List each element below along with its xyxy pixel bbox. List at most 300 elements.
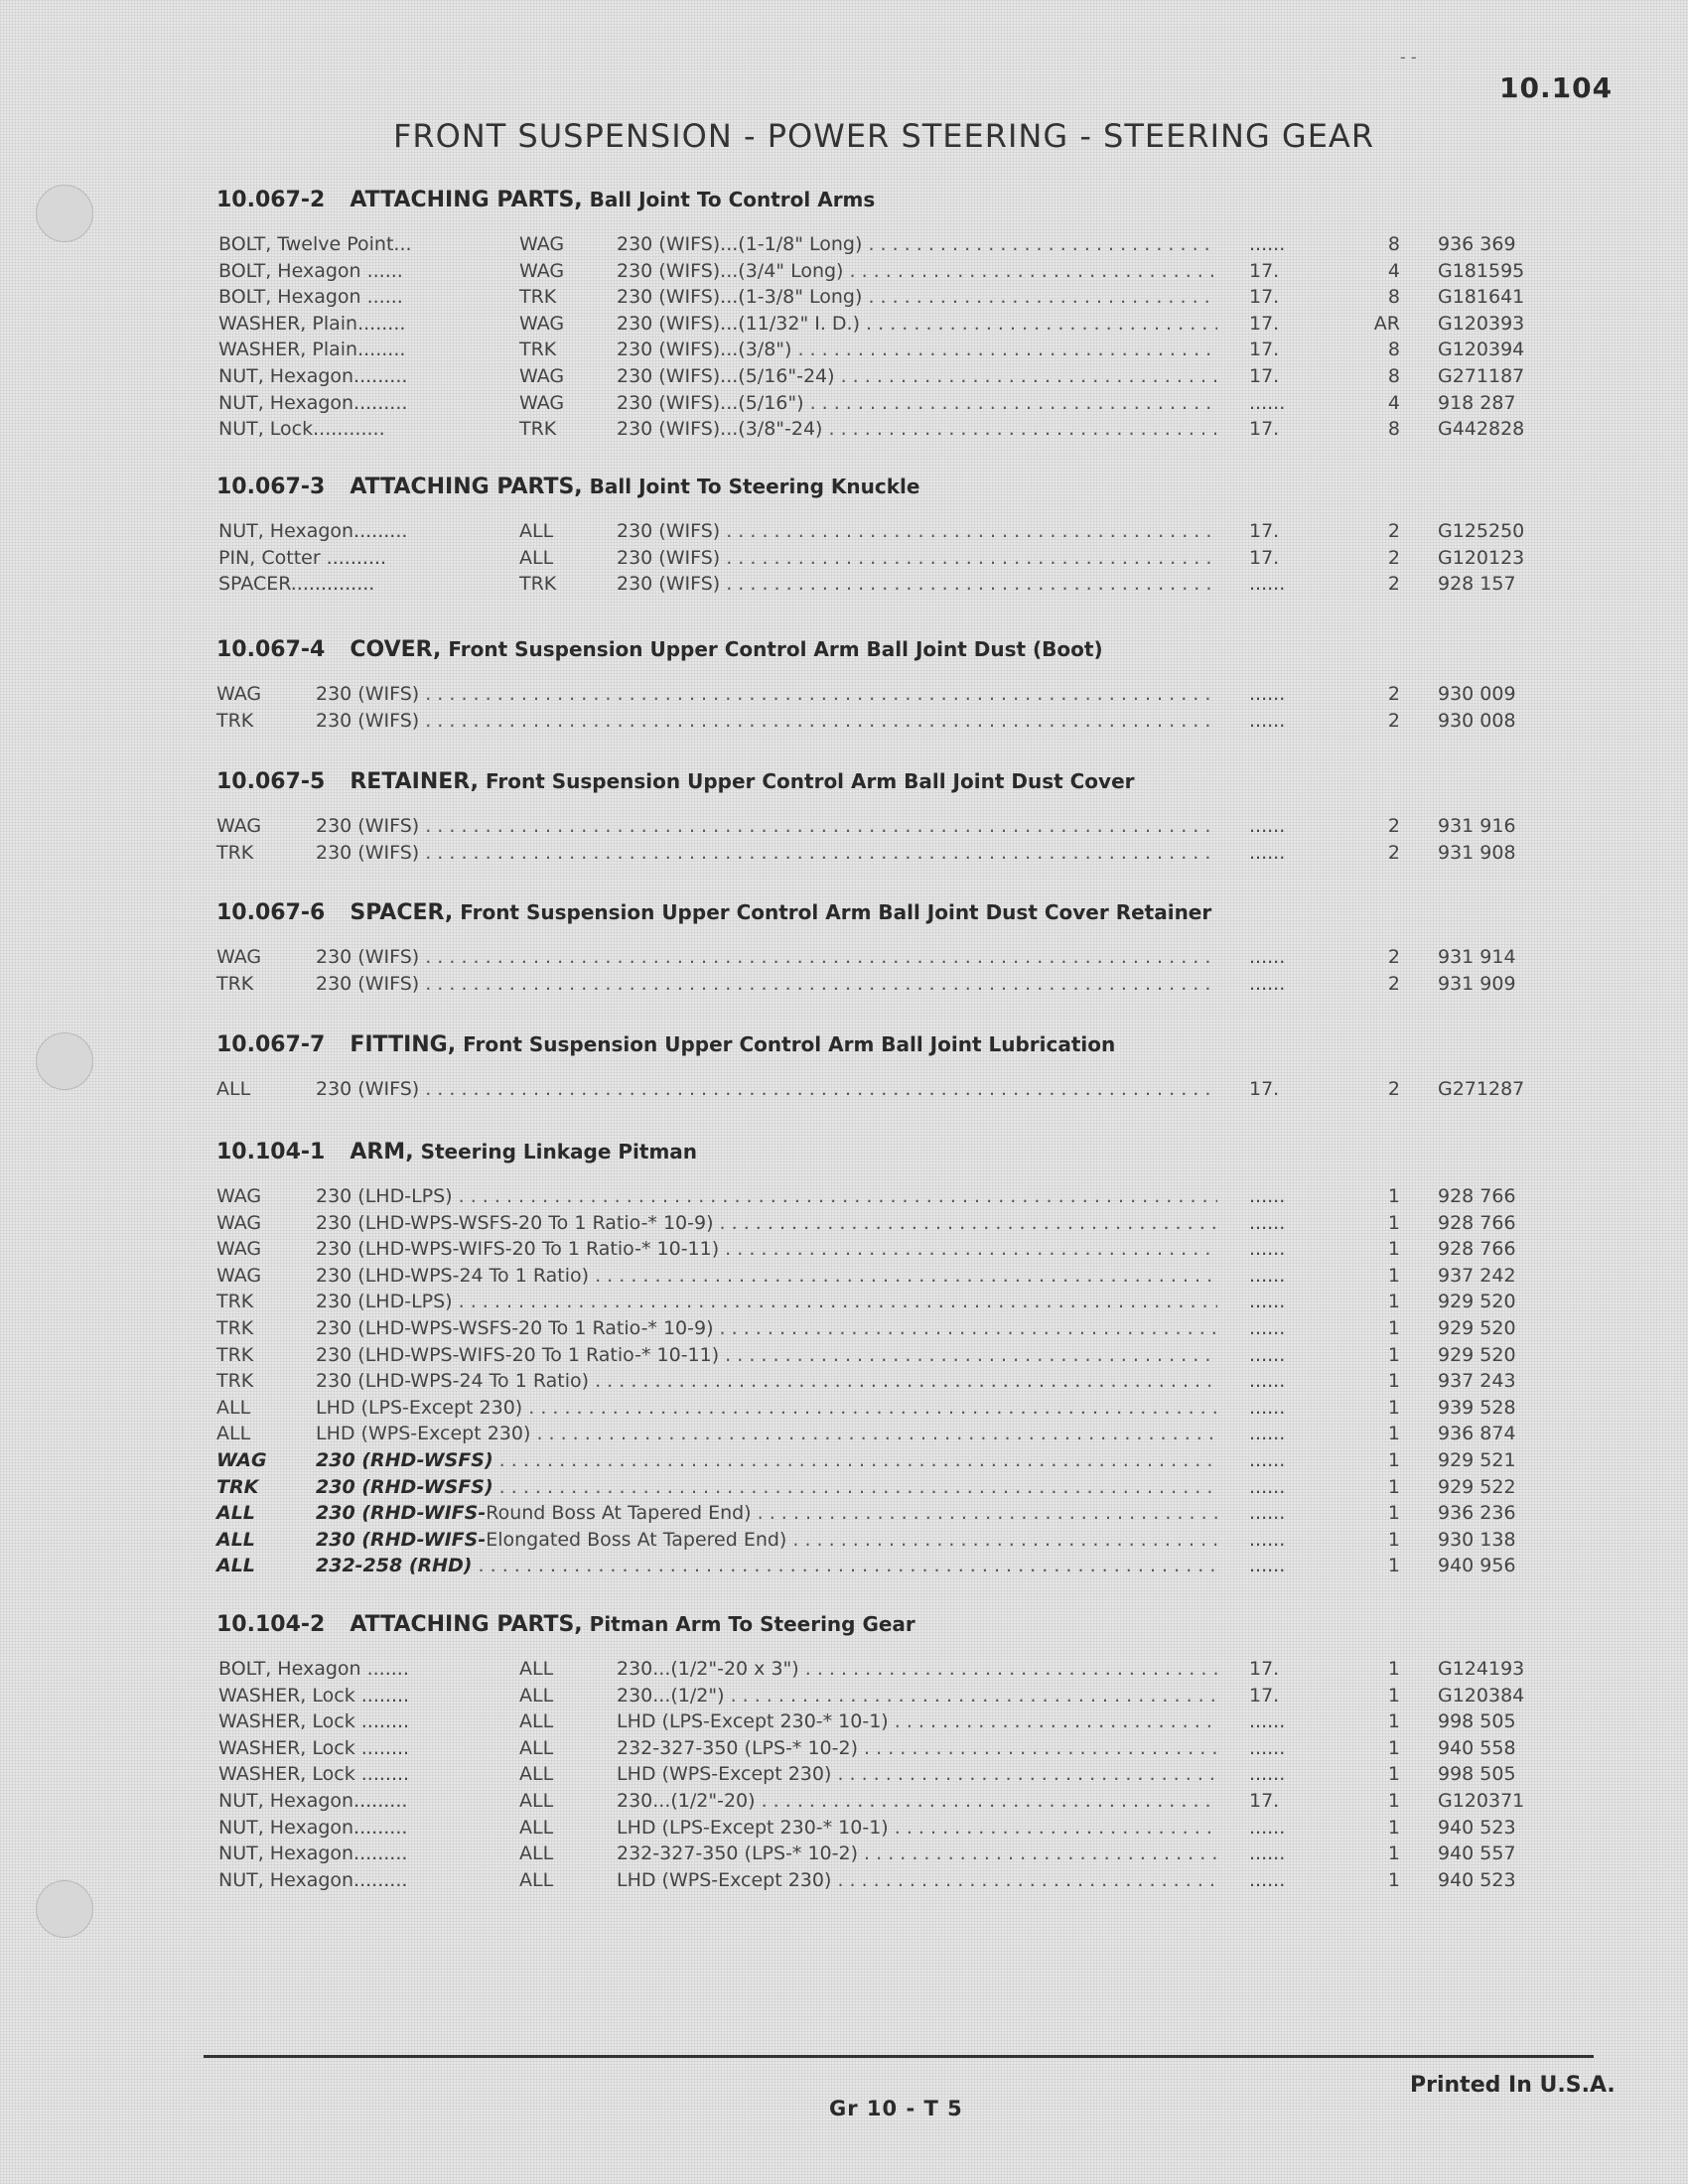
part-row (0, 813, 1688, 840)
quantity: 2 (1387, 972, 1400, 995)
section-name: RETAINER, (350, 769, 479, 794)
quantity: 1 (1387, 1449, 1400, 1471)
part-description: LHD (LPS-Except 230-* 10-1) . . . (617, 1815, 1217, 1842)
section-code: 10.067-5 (216, 769, 326, 794)
part-row (0, 1289, 1688, 1315)
part-number: 930 138 (1438, 1528, 1516, 1551)
part-description: 230 (WIFS)...(1-3/8" Long) . . . (617, 284, 1217, 311)
part-row (0, 708, 1688, 735)
part-row (0, 1474, 1688, 1501)
part-description: 230 (WIFS) . . . (316, 681, 1217, 708)
part-description: 230 (WIFS)...(11/32" I. D.) . . . (617, 311, 1217, 338)
quantity: 1 (1387, 1790, 1400, 1812)
quantity: 1 (1387, 1475, 1400, 1498)
reference: ...... (1249, 391, 1286, 414)
model-code: TRK (216, 1475, 259, 1498)
part-number: G120394 (1438, 339, 1525, 361)
description-rest: Elongated Boss At Tapered End) (486, 1528, 787, 1551)
section-code: 10.104-1 (216, 1140, 326, 1164)
part-description: 230 (WIFS)...(3/4" Long) . . . (617, 258, 1217, 285)
part-number: 931 914 (1438, 946, 1516, 968)
footer-divider (204, 2055, 1594, 2058)
section-name: ATTACHING PARTS, (350, 475, 583, 499)
quantity: 2 (1387, 1078, 1400, 1100)
part-name: BOLT, Twelve Point... (218, 233, 412, 255)
part-description: 230 (WIFS) . . . (617, 545, 1217, 572)
quantity: 1 (1387, 1555, 1400, 1577)
part-row (0, 1076, 1688, 1103)
model-code: ALL (519, 1790, 554, 1812)
part-description: LHD (WPS-Except 230) . . . (617, 1761, 1217, 1788)
reference: ...... (1249, 972, 1286, 995)
quantity: 2 (1387, 709, 1400, 732)
part-description: LHD (LPS-Except 230-* 10-1) . . . (617, 1708, 1217, 1735)
part-number: 940 956 (1438, 1555, 1516, 1577)
part-number: G442828 (1438, 418, 1525, 441)
part-row (0, 1788, 1688, 1815)
part-number: 929 520 (1438, 1291, 1516, 1313)
section-heading (216, 1136, 697, 1167)
model-code: ALL (519, 1816, 554, 1839)
part-number: G181641 (1438, 286, 1525, 309)
quantity: AR (1373, 312, 1400, 335)
part-description: 230 (WIFS)...(1-1/8" Long) . . . (617, 231, 1217, 258)
part-row (0, 518, 1688, 545)
quantity: 1 (1387, 1528, 1400, 1551)
model-code: WAG (216, 1238, 262, 1261)
part-number: G120123 (1438, 546, 1525, 569)
part-name: NUT, Hexagon......... (218, 1868, 408, 1891)
model-code: TRK (519, 339, 557, 361)
part-row (0, 1553, 1688, 1579)
part-row (0, 1527, 1688, 1554)
model-code: WAG (216, 815, 262, 837)
reference: ...... (1249, 709, 1286, 732)
section-name: ATTACHING PARTS, (350, 1612, 583, 1637)
reference: 17. (1249, 520, 1280, 542)
part-name: NUT, Hexagon......... (218, 391, 408, 414)
part-row (0, 311, 1688, 338)
description-rest: Round Boss At Tapered End) (486, 1502, 752, 1525)
section-desc: Front Suspension Upper Control Arm Ball Joint Lubrication (463, 1032, 1116, 1056)
part-row (0, 571, 1688, 598)
quantity: 2 (1387, 573, 1400, 596)
section-heading (216, 1608, 915, 1640)
part-row (0, 1447, 1688, 1474)
part-row (0, 1236, 1688, 1263)
reference: ...... (1249, 1423, 1286, 1445)
part-number: 939 528 (1438, 1396, 1516, 1419)
part-number: 931 916 (1438, 815, 1516, 837)
model-code: WAG (519, 312, 565, 335)
section-name: ARM, (350, 1140, 414, 1164)
model-code: WAG (519, 391, 565, 414)
part-number: G271187 (1438, 365, 1525, 387)
part-description: 232-327-350 (LPS-* 10-2) . . . (617, 1841, 1217, 1867)
quantity: 1 (1387, 1343, 1400, 1366)
quantity: 8 (1387, 286, 1400, 309)
part-name: WASHER, Plain........ (218, 339, 406, 361)
section-desc: Pitman Arm To Steering Gear (589, 1612, 915, 1636)
part-description (316, 1474, 1217, 1501)
model-code: WAG (216, 1449, 267, 1471)
part-number: 929 521 (1438, 1449, 1516, 1471)
part-description: 230 (LHD-WPS-WSFS-20 To 1 Ratio-* 10-9) . . . (316, 1210, 1217, 1237)
quantity: 2 (1387, 546, 1400, 569)
reference: ...... (1249, 233, 1286, 255)
rhd-emphasis: 230 (RHD-WSFS) (316, 1475, 493, 1498)
part-description: 230 (WIFS) . . . (316, 840, 1217, 867)
part-number: 931 909 (1438, 972, 1516, 995)
part-number: 936 369 (1438, 233, 1516, 255)
part-name: NUT, Hexagon......... (218, 1816, 408, 1839)
section-code: 10.067-6 (216, 900, 326, 925)
reference: ...... (1249, 946, 1286, 968)
part-name: PIN, Cotter .......... (218, 546, 387, 569)
model-code: TRK (519, 573, 557, 596)
part-number: 928 766 (1438, 1238, 1516, 1261)
rhd-emphasis: 232-258 (RHD) (316, 1555, 473, 1577)
part-row (0, 840, 1688, 867)
part-row (0, 258, 1688, 285)
part-description: 230...(1/2") . . . (617, 1683, 1217, 1709)
part-row (0, 1735, 1688, 1762)
part-description (316, 1527, 1217, 1554)
page-title: FRONT SUSPENSION - POWER STEERING - STEERING GEAR (392, 117, 1375, 155)
part-row (0, 1815, 1688, 1842)
part-name: NUT, Hexagon......... (218, 1843, 408, 1865)
model-code: ALL (216, 1423, 251, 1445)
part-row (0, 545, 1688, 572)
section-code: 10.067-2 (216, 188, 326, 212)
quantity: 2 (1387, 683, 1400, 705)
part-row (0, 1421, 1688, 1447)
part-row (0, 284, 1688, 311)
reference: ...... (1249, 1816, 1286, 1839)
part-row (0, 1368, 1688, 1395)
part-description: 230 (WIFS)...(5/16"-24) . . . (617, 363, 1217, 390)
model-code: TRK (216, 1343, 254, 1366)
quantity: 1 (1387, 1264, 1400, 1287)
part-description: LHD (LPS-Except 230) . . . (316, 1395, 1217, 1422)
part-description: 230 (WIFS)...(3/8") . . . (617, 337, 1217, 363)
part-row (0, 1395, 1688, 1422)
model-code: ALL (216, 1555, 255, 1577)
quantity: 8 (1387, 233, 1400, 255)
part-number: G125250 (1438, 520, 1525, 542)
model-code: ALL (216, 1396, 251, 1419)
section-desc: Ball Joint To Steering Knuckle (589, 475, 920, 498)
part-description: 230 (LHD-WPS-24 To 1 Ratio) . . . (316, 1368, 1217, 1395)
part-row (0, 681, 1688, 708)
part-number: 929 520 (1438, 1343, 1516, 1366)
reference: ...... (1249, 683, 1286, 705)
section-code: 10.067-3 (216, 475, 326, 499)
section-desc: Front Suspension Upper Control Arm Ball Joint Dust (Boot) (448, 637, 1103, 661)
reference: 17. (1249, 286, 1280, 309)
reference: 17. (1249, 1078, 1280, 1100)
part-name: SPACER.............. (218, 573, 375, 596)
section-code: 10.104-2 (216, 1612, 326, 1637)
part-row (0, 971, 1688, 998)
part-name: WASHER, Lock ........ (218, 1763, 410, 1786)
model-code: WAG (519, 259, 565, 282)
part-number: 940 558 (1438, 1736, 1516, 1759)
part-number: 936 874 (1438, 1423, 1516, 1445)
part-description: 230 (WIFS) . . . (316, 708, 1217, 735)
section-desc: Steering Linkage Pitman (420, 1140, 698, 1163)
model-code: TRK (216, 1317, 254, 1339)
part-row (0, 1315, 1688, 1342)
model-code: ALL (216, 1502, 255, 1525)
part-row (0, 416, 1688, 443)
part-number: 930 008 (1438, 709, 1516, 732)
quantity: 1 (1387, 1816, 1400, 1839)
part-name: NUT, Hexagon......... (218, 520, 408, 542)
reference: ...... (1249, 1736, 1286, 1759)
part-row (0, 1656, 1688, 1683)
reference: 17. (1249, 546, 1280, 569)
reference: ...... (1249, 1475, 1286, 1498)
model-code: TRK (519, 418, 557, 441)
part-name: NUT, Hexagon......... (218, 1790, 408, 1812)
part-description: 230 (WIFS)...(3/8"-24) . . . (617, 416, 1217, 443)
part-name: WASHER, Plain........ (218, 312, 406, 335)
quantity: 1 (1387, 1843, 1400, 1865)
part-number: G124193 (1438, 1658, 1525, 1680)
part-row (0, 1210, 1688, 1237)
part-number: 929 520 (1438, 1317, 1516, 1339)
part-number: 928 766 (1438, 1211, 1516, 1234)
quantity: 8 (1387, 418, 1400, 441)
part-description: 232-327-350 (LPS-* 10-2) . . . (617, 1735, 1217, 1762)
reference: 17. (1249, 365, 1280, 387)
model-code: WAG (216, 1185, 262, 1207)
model-code: ALL (519, 1736, 554, 1759)
quantity: 4 (1387, 391, 1400, 414)
model-code: WAG (216, 683, 262, 705)
section-name: FITTING, (350, 1032, 457, 1057)
part-number: G271287 (1438, 1078, 1525, 1100)
part-number: 936 236 (1438, 1502, 1516, 1525)
quantity: 1 (1387, 1238, 1400, 1261)
reference: 17. (1249, 1790, 1280, 1812)
reference: ...... (1249, 1449, 1286, 1471)
section-heading (216, 184, 875, 215)
part-number: G120371 (1438, 1790, 1525, 1812)
reference: ...... (1249, 1555, 1286, 1577)
part-name: BOLT, Hexagon ...... (218, 286, 403, 309)
reference: ...... (1249, 1185, 1286, 1207)
reference: 17. (1249, 312, 1280, 335)
part-number: G181595 (1438, 259, 1525, 282)
page-number: 10.104 (1499, 71, 1614, 104)
quantity: 1 (1387, 1370, 1400, 1393)
reference: 17. (1249, 1658, 1280, 1680)
part-description: 230 (WIFS) . . . (316, 813, 1217, 840)
quantity: 1 (1387, 1658, 1400, 1680)
part-row (0, 363, 1688, 390)
quantity: 8 (1387, 365, 1400, 387)
part-row (0, 337, 1688, 363)
model-code: TRK (216, 841, 254, 864)
section-desc: Front Suspension Upper Control Arm Ball Joint Dust Cover (485, 769, 1135, 793)
quantity: 2 (1387, 946, 1400, 968)
section-heading (216, 633, 1103, 665)
reference: ...... (1249, 573, 1286, 596)
quantity: 1 (1387, 1185, 1400, 1207)
part-description: 230 (LHD-WPS-WIFS-20 To 1 Ratio-* 10-11) . . . (316, 1342, 1217, 1369)
quantity: 4 (1387, 259, 1400, 282)
reference: ...... (1249, 1291, 1286, 1313)
model-code: TRK (216, 1291, 254, 1313)
reference: ...... (1249, 1502, 1286, 1525)
model-code: ALL (519, 1710, 554, 1733)
part-row (0, 1183, 1688, 1210)
reference: 17. (1249, 339, 1280, 361)
model-code: WAG (519, 233, 565, 255)
quantity: 1 (1387, 1423, 1400, 1445)
quantity: 1 (1387, 1396, 1400, 1419)
section-heading (216, 1028, 1115, 1060)
part-description: 230 (WIFS) . . . (316, 1076, 1217, 1103)
part-description: 230 (WIFS)...(5/16") . . . (617, 390, 1217, 417)
corner-mark: - - (1400, 48, 1417, 67)
part-description: 230 (WIFS) . . . (617, 571, 1217, 598)
quantity: 1 (1387, 1211, 1400, 1234)
part-row (0, 1342, 1688, 1369)
quantity: 1 (1387, 1868, 1400, 1891)
reference: ...... (1249, 1710, 1286, 1733)
section-code: 10.067-4 (216, 637, 326, 662)
model-code: ALL (519, 1843, 554, 1865)
part-name: WASHER, Lock ........ (218, 1710, 410, 1733)
rhd-emphasis: 230 (RHD-WIFS- (316, 1528, 487, 1551)
part-name: BOLT, Hexagon ....... (218, 1658, 409, 1680)
part-number: 998 505 (1438, 1710, 1516, 1733)
section-name: COVER, (350, 637, 442, 662)
model-code: TRK (519, 286, 557, 309)
part-description: 230 (LHD-LPS) . . . (316, 1289, 1217, 1315)
part-description: 230...(1/2"-20) . . . (617, 1788, 1217, 1815)
part-number: 929 522 (1438, 1475, 1516, 1498)
part-name: WASHER, Lock ........ (218, 1736, 410, 1759)
part-row (0, 1683, 1688, 1709)
part-number: 931 908 (1438, 841, 1516, 864)
rhd-emphasis: 230 (RHD-WSFS) (316, 1449, 493, 1471)
model-code: TRK (216, 1370, 254, 1393)
model-code: ALL (519, 1684, 554, 1706)
part-description: 230 (LHD-WPS-WIFS-20 To 1 Ratio-* 10-11) . . . (316, 1236, 1217, 1263)
model-code: ALL (216, 1078, 251, 1100)
quantity: 1 (1387, 1736, 1400, 1759)
printed-note: Printed In U.S.A. (1410, 2073, 1616, 2098)
section-name: SPACER, (350, 900, 454, 925)
reference: ...... (1249, 1238, 1286, 1261)
part-number: 928 157 (1438, 573, 1516, 596)
model-code: WAG (519, 365, 565, 387)
quantity: 1 (1387, 1502, 1400, 1525)
part-description (316, 1447, 1217, 1474)
part-row (0, 231, 1688, 258)
model-code: WAG (216, 946, 262, 968)
part-description: 230...(1/2"-20 x 3") . . . (617, 1656, 1217, 1683)
part-name: NUT, Hexagon......... (218, 365, 408, 387)
section-heading (216, 471, 919, 502)
part-description: 230 (LHD-WPS-24 To 1 Ratio) . . . (316, 1263, 1217, 1290)
part-description: 230 (LHD-LPS) . . . (316, 1183, 1217, 1210)
model-code: TRK (216, 709, 254, 732)
part-description: 230 (WIFS) . . . (316, 944, 1217, 971)
quantity: 1 (1387, 1710, 1400, 1733)
part-number: 918 287 (1438, 391, 1516, 414)
part-description (316, 1553, 1217, 1579)
model-code: WAG (216, 1211, 262, 1234)
part-number: 928 766 (1438, 1185, 1516, 1207)
reference: ...... (1249, 1343, 1286, 1366)
part-name: WASHER, Lock ........ (218, 1684, 410, 1706)
part-description: LHD (WPS-Except 230) . . . (316, 1421, 1217, 1447)
quantity: 1 (1387, 1291, 1400, 1313)
reference: ...... (1249, 815, 1286, 837)
part-number: G120393 (1438, 312, 1525, 335)
section-name: ATTACHING PARTS, (350, 188, 583, 212)
reference: ...... (1249, 1264, 1286, 1287)
reference: 17. (1249, 418, 1280, 441)
reference: 17. (1249, 1684, 1280, 1706)
quantity: 2 (1387, 815, 1400, 837)
part-description: LHD (WPS-Except 230) . . . (617, 1867, 1217, 1894)
reference: ...... (1249, 1317, 1286, 1339)
model-code: TRK (216, 972, 254, 995)
section-code: 10.067-7 (216, 1032, 326, 1057)
quantity: 1 (1387, 1763, 1400, 1786)
model-code: ALL (519, 546, 554, 569)
rhd-emphasis: 230 (RHD-WIFS- (316, 1502, 487, 1525)
group-code: Gr 10 - T 5 (829, 2097, 963, 2120)
reference: ...... (1249, 1868, 1286, 1891)
section-desc: Front Suspension Upper Control Arm Ball Joint Dust Cover Retainer (460, 900, 1212, 924)
reference: ...... (1249, 1211, 1286, 1234)
quantity: 2 (1387, 520, 1400, 542)
reference: ...... (1249, 1396, 1286, 1419)
section-desc: Ball Joint To Control Arms (589, 188, 876, 211)
part-number: 940 557 (1438, 1843, 1516, 1865)
section-heading (216, 896, 1211, 928)
part-number: 940 523 (1438, 1868, 1516, 1891)
model-code: ALL (216, 1528, 255, 1551)
part-name: BOLT, Hexagon ...... (218, 259, 403, 282)
part-row (0, 1263, 1688, 1290)
reference: ...... (1249, 1370, 1286, 1393)
reference: ...... (1249, 1763, 1286, 1786)
quantity: 2 (1387, 841, 1400, 864)
part-row (0, 1500, 1688, 1527)
part-description: 230 (WIFS) . . . (316, 971, 1217, 998)
reference: ...... (1249, 841, 1286, 864)
section-heading (216, 765, 1135, 797)
quantity: 8 (1387, 339, 1400, 361)
model-code: ALL (519, 1868, 554, 1891)
part-number: 940 523 (1438, 1816, 1516, 1839)
part-name: NUT, Lock............ (218, 418, 385, 441)
part-row (0, 390, 1688, 417)
part-number: G120384 (1438, 1684, 1525, 1706)
part-row (0, 1761, 1688, 1788)
model-code: ALL (519, 1763, 554, 1786)
part-number: 998 505 (1438, 1763, 1516, 1786)
reference: 17. (1249, 259, 1280, 282)
